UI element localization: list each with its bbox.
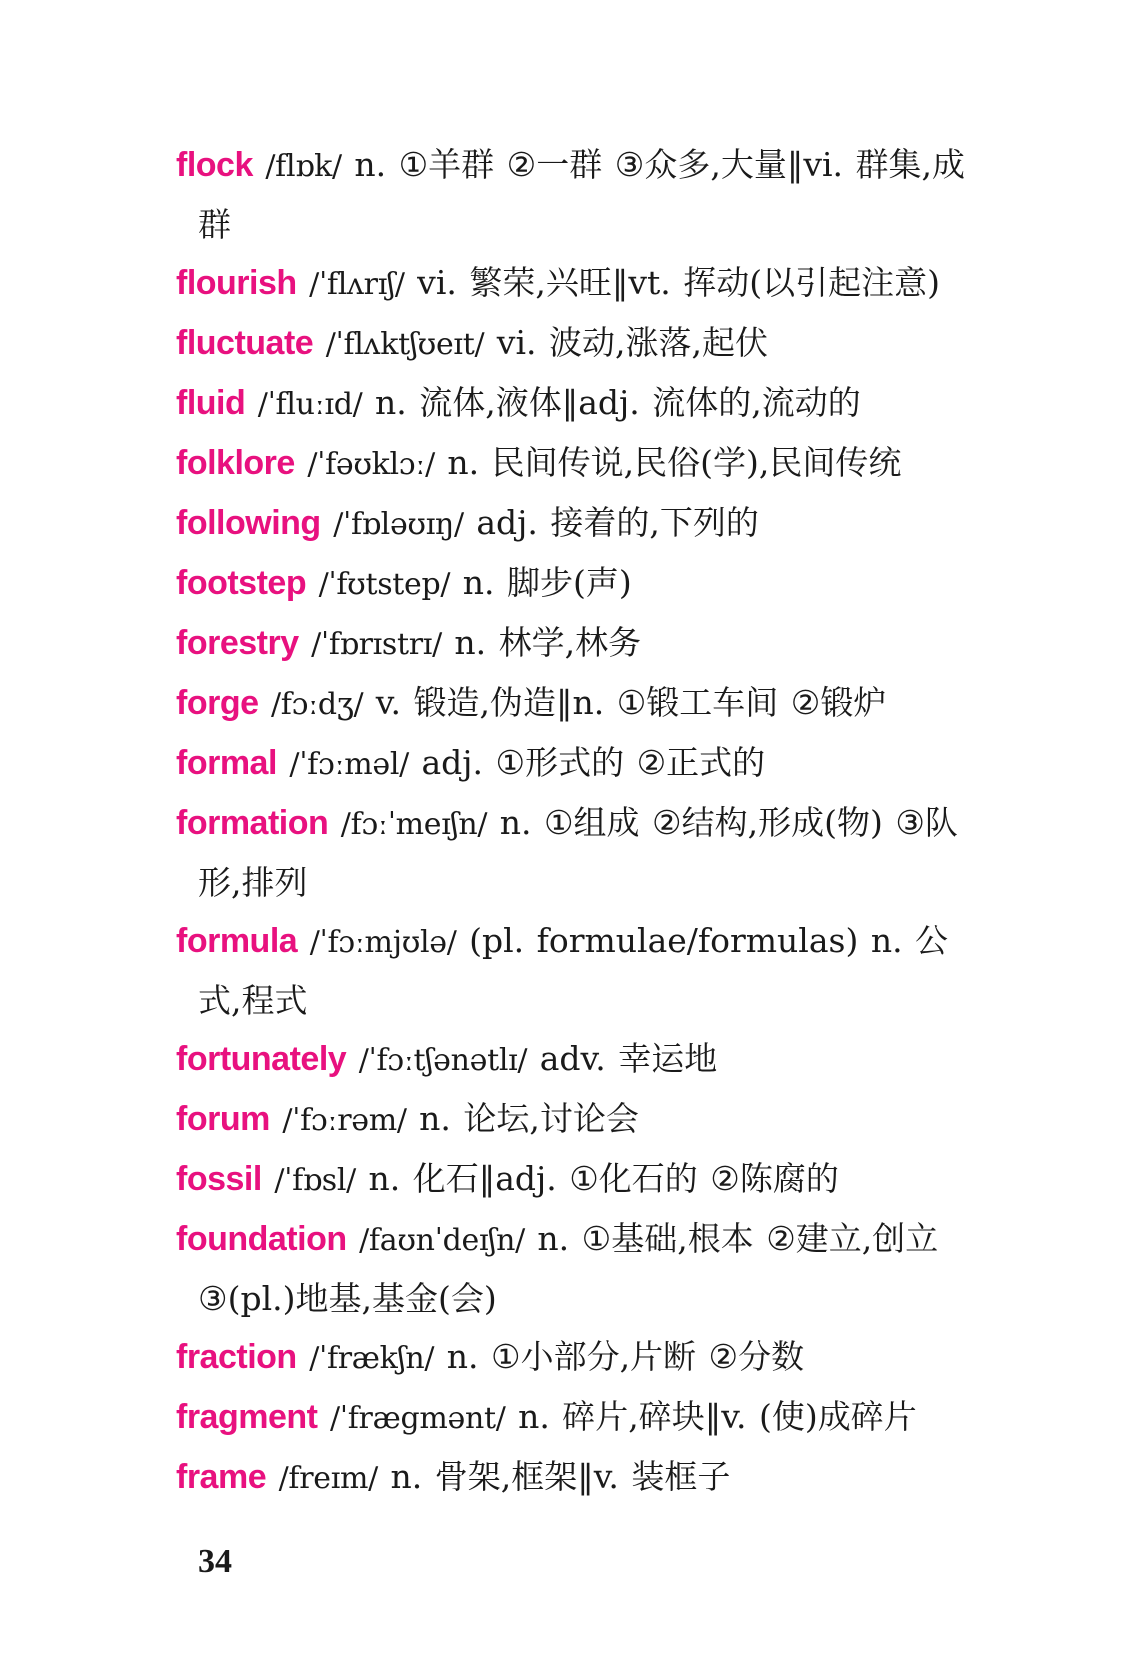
dictionary-entry: [176, 1448, 976, 1508]
entry-definition: n. ①羊群 ②一群 ③众多,大量‖vi. 群集,成群: [198, 145, 965, 244]
entry-definition: vi. 繁荣,兴旺‖vt. 挥动(以引起注意): [417, 263, 940, 302]
dictionary-entry: [176, 554, 976, 614]
entry-phonetic: /ˈfluːɪd/: [257, 387, 363, 422]
entry-definition: n. ①小部分,片断 ②分数: [446, 1337, 805, 1376]
dictionary-entry: [176, 434, 976, 494]
entry-headword: fluid: [176, 384, 246, 422]
entry-phonetic: /freɪm/: [278, 1461, 378, 1496]
entry-definition: n. 骨架,框架‖v. 装框子: [390, 1457, 731, 1496]
entry-headword: fossil: [176, 1160, 262, 1198]
entry-headword: forestry: [176, 624, 299, 662]
dictionary-entry: [176, 674, 976, 734]
dictionary-entry: [176, 1150, 976, 1210]
entry-definition: n. 民间传说,民俗(学),民间传统: [447, 443, 902, 482]
entry-definition: n. 碎片,碎块‖v. (使)成碎片: [518, 1397, 917, 1436]
entry-definition: n. 流体,液体‖adj. 流体的,流动的: [374, 383, 861, 422]
entry-phonetic: /ˈfrækʃn/: [309, 1341, 435, 1376]
entry-phonetic: /ˈflʌktʃʊeɪt/: [325, 327, 485, 362]
entry-phonetic: /fɔːˈmeɪʃn/: [340, 807, 488, 842]
entry-headword: fortunately: [176, 1040, 347, 1078]
entry-phonetic: /fɔːdʒ/: [271, 687, 364, 722]
entry-phonetic: /ˈfrægmənt/: [329, 1401, 506, 1436]
entry-definition: adv. 幸运地: [539, 1039, 718, 1078]
dictionary-entry: [176, 734, 976, 794]
entry-headword: formula: [176, 922, 298, 960]
entry-phonetic: /ˈflʌrɪʃ/: [309, 267, 405, 302]
dictionary-entry: [176, 494, 976, 554]
entry-headword: forge: [176, 684, 259, 722]
entry-definition: n. 脚步(声): [462, 563, 632, 602]
entry-definition: vi. 波动,涨落,起伏: [496, 323, 768, 362]
dictionary-entry: [176, 1030, 976, 1090]
entry-headword: footstep: [176, 564, 307, 602]
entry-phonetic: /ˈfɒsl/: [274, 1163, 356, 1198]
entry-definition: v. 锻造,伪造‖n. ①锻工车间 ②锻炉: [375, 683, 887, 722]
entry-phonetic: /ˈfəʊklɔː/: [307, 447, 435, 482]
entry-phonetic: /ˈfɔːrəm/: [282, 1103, 407, 1138]
entry-phonetic: /ˈfɔːtʃənətlɪ/: [358, 1043, 528, 1078]
entry-phonetic: /flɒk/: [265, 149, 342, 184]
entry-definition: n. 化石‖adj. ①化石的 ②陈腐的: [368, 1159, 839, 1198]
entry-headword: fragment: [176, 1398, 318, 1436]
entry-definition: adj. 接着的,下列的: [476, 503, 759, 542]
entry-headword: flourish: [176, 264, 297, 302]
entry-list: [176, 136, 976, 1508]
entry-definition: n. 林学,林务: [454, 623, 642, 662]
dictionary-entry: [176, 314, 976, 374]
entry-phonetic: /ˈfɔːməl/: [289, 747, 409, 782]
entry-headword: fluctuate: [176, 324, 314, 362]
dictionary-entry: [176, 614, 976, 674]
dictionary-entry: [176, 1210, 976, 1328]
entry-definition: n. ①组成 ②结构,形成(物) ③队形,排列: [198, 803, 958, 902]
dictionary-entry: [176, 136, 976, 254]
dictionary-entry: [176, 794, 976, 912]
dictionary-entry: [176, 912, 976, 1030]
dictionary-entry: [176, 1388, 976, 1448]
dictionary-entry: [176, 1090, 976, 1150]
entry-definition: (pl. formulae/formulas) n. 公式,程式: [198, 921, 949, 1020]
entry-phonetic: /ˈfɒləʊɪŋ/: [333, 507, 464, 542]
entry-headword: frame: [176, 1458, 267, 1496]
entry-phonetic: /faʊnˈdeɪʃn/: [359, 1223, 525, 1258]
entry-definition: n. 论坛,讨论会: [419, 1099, 639, 1138]
entry-definition: adj. ①形式的 ②正式的: [421, 743, 766, 782]
entry-headword: following: [176, 504, 321, 542]
dictionary-entry: [176, 1328, 976, 1388]
dictionary-entry: [176, 254, 976, 314]
entry-phonetic: /ˈfʊtstep/: [318, 567, 451, 602]
dictionary-entry: [176, 374, 976, 434]
page-number: 34: [198, 1543, 232, 1580]
entry-headword: foundation: [176, 1220, 347, 1258]
entry-definition: n. ①基础,根本 ②建立,创立 ③(pl.)地基,基金(会): [198, 1219, 939, 1318]
entry-headword: formation: [176, 804, 329, 842]
entry-headword: forum: [176, 1100, 270, 1138]
entry-headword: folklore: [176, 444, 295, 482]
entry-headword: flock: [176, 146, 253, 184]
entry-phonetic: /ˈfɒrɪstrɪ/: [311, 627, 442, 662]
entry-phonetic: /ˈfɔːmjʊlə/: [309, 925, 457, 960]
entry-headword: fraction: [176, 1338, 297, 1376]
entry-headword: formal: [176, 744, 277, 782]
